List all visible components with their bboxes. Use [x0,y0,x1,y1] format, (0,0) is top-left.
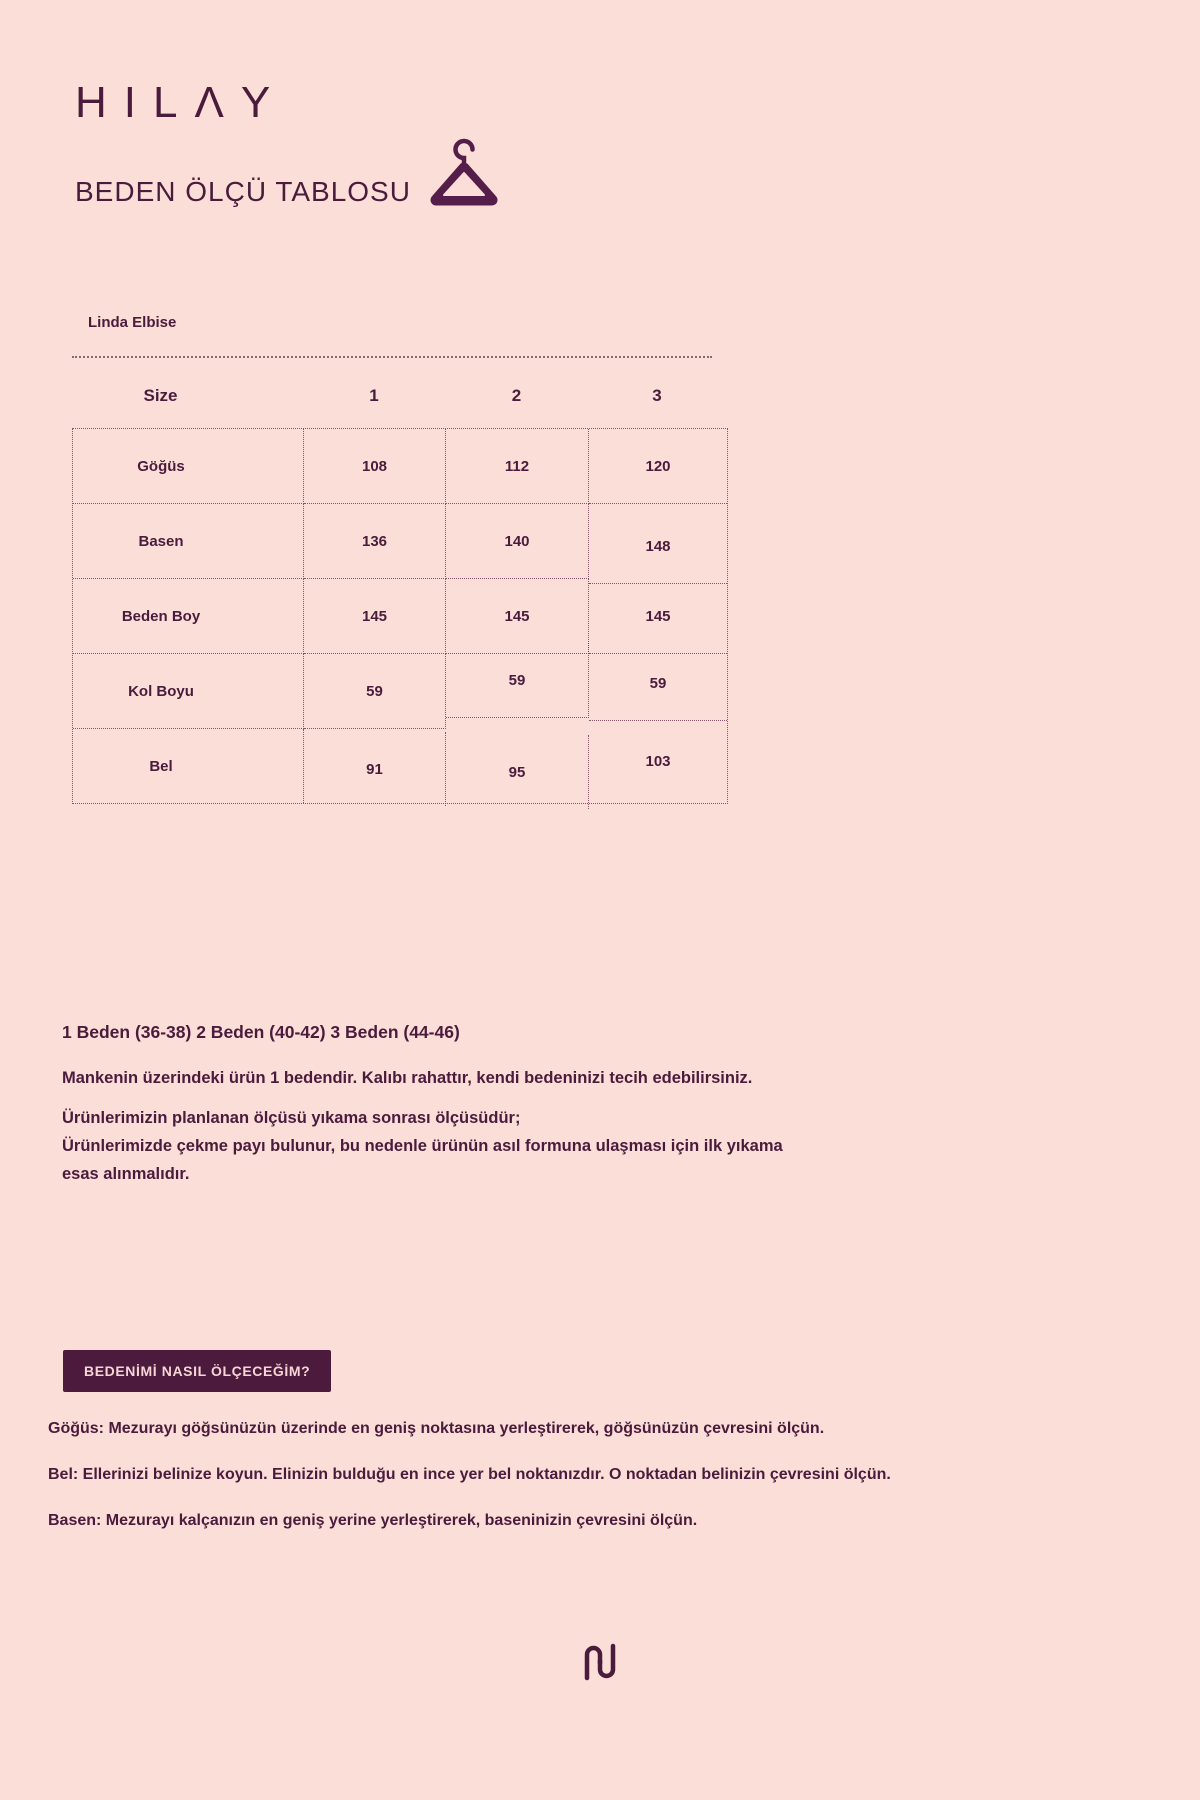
table-cell: 59 [304,654,446,729]
notes-section [62,1022,922,1188]
page-title: BEDEN ÖLÇÜ TABLOSU [75,176,411,207]
column-header-size: Size [143,386,178,405]
size-legend: 1 Beden (36-38) 2 Beden (40-42) 3 Beden (44-46) [62,1022,460,1042]
table-cell: 145 [589,579,727,654]
hilay-monogram-icon [581,1640,619,1684]
divider-line [72,356,712,358]
table-cell: 103 [645,752,671,770]
table-cell: 108 [304,429,446,504]
table-cell: 145 [304,579,446,654]
wash-note-line: Ürünlerimizin planlanan ölçüsü yıkama sonrası ölçüsüdür; [62,1109,521,1127]
table-cell: 91 [304,732,446,806]
column-header-2: 2 [511,386,522,405]
brand-header [75,78,505,212]
row-label: Kol Boyu [73,654,304,729]
brand-logo: HILΛY [75,78,288,127]
how-to-measure-button[interactable]: BEDENİMİ NASIL ÖLÇECEĞİM? [63,1350,331,1392]
row-label: Bel [73,729,304,803]
measure-instructions [48,1420,1128,1558]
wash-note [62,1104,922,1188]
product-title: Linda Elbise [88,314,177,331]
table-cell: 136 [304,504,446,579]
table-cell: 120 [589,429,727,504]
size-table [72,428,728,804]
table-cell: 112 [446,429,589,504]
table-cell: 148 [589,509,727,584]
wash-note-line: esas alınmalıdır. [62,1165,190,1183]
row-label: Göğüs [73,429,304,504]
table-cell: 59 [446,643,589,718]
row-label: Basen [73,504,304,579]
wash-note-line: Ürünlerimizde çekme payı bulunur, bu nedenle ürünün asıl formuna ulaşması için ilk yıkama [62,1137,783,1155]
table-cell: 95 [446,735,589,809]
fit-note: Mankenin üzerindeki ürün 1 bedendir. Kalıbı rahattır, kendi bedeninizi tecih edebilirsiniz. [62,1069,753,1087]
instruction-gogus: Göğüs: Mezurayı göğsünüzün üzerinde en geniş noktasına yerleştirerek, göğsünüzün çevresini ölçün. [48,1420,825,1437]
size-table-header [72,374,726,418]
instruction-bel: Bel: Ellerinizi belinize koyun. Elinizin bulduğu en ince yer bel noktanızdır. O noktadan belinizin çevresini ölçün. [48,1466,891,1483]
hanger-icon [423,138,505,212]
table-cell: 59 [589,646,727,721]
instruction-basen: Basen: Mezurayı kalçanızın en geniş yerine yerleştirerek, baseninizin çevresini ölçün. [48,1512,698,1529]
row-label: Beden Boy [73,579,304,654]
table-cell: 140 [446,504,589,579]
column-header-1: 1 [369,386,379,405]
table-cell: 145 [446,579,589,654]
column-header-3: 3 [652,386,662,405]
